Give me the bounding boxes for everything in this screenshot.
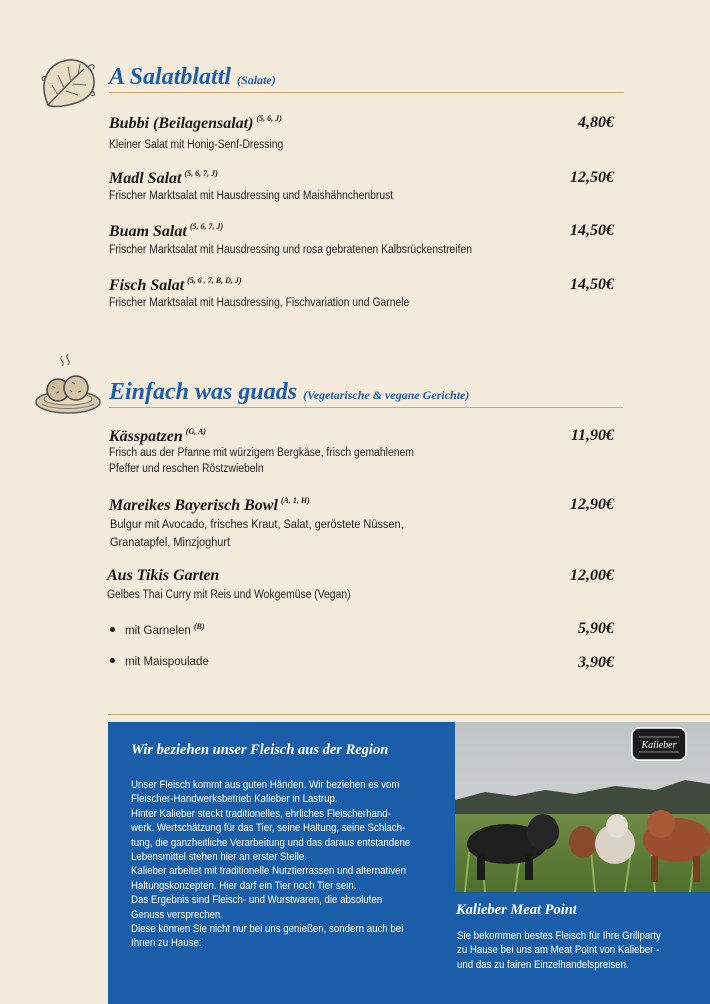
meat-box-text: [131, 778, 448, 951]
menu-item-price: 12,90€: [570, 496, 614, 513]
kalieber-logo: [631, 727, 687, 761]
allergen-codes: (5, 6, J): [256, 114, 282, 123]
allergen-codes: (5, 6, 7, J): [184, 169, 218, 178]
description-line: Pfeffer und reschen Röstzwiebeln: [109, 463, 264, 475]
text-line: zu Hause bei uns am Meat Point von Kalieber -: [457, 944, 660, 957]
text-line: tung, die ganzheitliche Verarbeitung und das daraus entstandene: [131, 836, 411, 849]
bullet-icon: [110, 658, 115, 663]
menu-item-price: 12,50€: [570, 169, 614, 186]
extra-label: mit Maispoulade: [125, 656, 209, 668]
allergen-codes: (5, 6 , 7, B, D, J): [187, 276, 242, 285]
bullet-icon: [110, 627, 115, 632]
allergen-codes: (A, 1, H): [280, 496, 310, 505]
section-divider: [109, 92, 623, 93]
text-line: Fleischer-Handwerksbetrieb Kalieber in Lastrup.: [131, 793, 338, 806]
menu-item-price: 4,80€: [578, 114, 614, 131]
text-line: Haltungskonzepten. Hier darf ein Tier noch Tier sein.: [131, 879, 357, 892]
section-title-text: A Salatblattl: [109, 64, 232, 90]
description-line: Granatapfel, Minzjoghurt: [110, 535, 231, 549]
menu-item-description: [109, 445, 514, 477]
svg-text:Kalieber: Kalieber: [641, 740, 677, 751]
menu-item-description: Frischer Marktsalat mit Hausdressing und Maishähnchenbrust: [109, 190, 394, 202]
text-line: Ihnen zu Hause:: [131, 937, 202, 950]
menu-item-price: 14,50€: [570, 276, 614, 293]
extra-price: 5,90€: [578, 620, 614, 637]
extra-label: mit Garnelen: [125, 624, 191, 637]
allergen-codes: (G, A): [185, 427, 206, 436]
allergen-codes: (B): [193, 622, 205, 631]
menu-item-name: Buam Salat $^{(5, 6, 7, J)}$: [109, 222, 224, 240]
description-line: Bulgur mit Avocado, frisches Kraut, Salat, geröstete Nüssen,: [110, 517, 404, 531]
text-line: werk. Wertschätzung für das Tier, seine Haltung, seine Schlach-: [131, 822, 406, 835]
extra-option: [110, 622, 205, 637]
section-subtitle: (Vegetarische & vegane Gerichte): [303, 388, 470, 402]
menu-item-description: Frischer Marktsalat mit Hausdressing und rosa gebratenen Kalbsrückenstreifen: [109, 244, 472, 256]
menu-item-description: [110, 515, 515, 551]
text-line: und das zu fairen Einzelhandelspreisen.: [457, 958, 629, 971]
menu-item-name: Mareikes Bayerisch Bowl $^{(A, 1, H)}$: [109, 496, 310, 514]
dumpling-plate-icon: [32, 352, 104, 418]
meat-point-title: Kalieber Meat Point: [456, 902, 577, 918]
section-title-text: Einfach was guads: [109, 379, 298, 405]
menu-item-name: Aus Tikis Garten: [107, 567, 220, 584]
extra-price: 3,90€: [578, 654, 614, 671]
menu-item-description: Frischer Marktsalat mit Hausdressing, Fischvariation und Garnele: [109, 297, 410, 309]
text-line: Sie bekommen bestes Fleisch für Ihre Grillparty: [457, 930, 661, 942]
text-line: Genuss versprechen.: [131, 908, 224, 921]
menu-item-price: 14,50€: [570, 222, 614, 239]
text-line: Diese können Sie nicht nur bei uns genießen, sondern auch bei: [131, 923, 404, 936]
menu-item-name: Kässpatzen $^{(G, A)}$: [109, 427, 206, 445]
text-line: Lebensmittel stehen hier an erster Stelle.: [131, 851, 307, 864]
menu-item-price: 12,00€: [570, 567, 614, 584]
meat-point-text: [457, 929, 695, 972]
section-subtitle: (Salate): [237, 73, 276, 87]
meat-box-title: Wir beziehen unser Fleisch aus der Region: [131, 742, 389, 758]
text-line: Kalieber arbeitet mit traditionelle Nutztierrassen und alternativen: [131, 865, 406, 878]
section-title-vegetarian: [109, 379, 469, 406]
text-line: Hinter Kalieber steckt traditionelles, ehrliches Fleischerhand-: [131, 807, 391, 820]
box-top-divider: [108, 714, 710, 715]
menu-item-description: Kleiner Salat mit Honig-Senf-Dressing: [109, 139, 284, 151]
lettuce-icon: [38, 55, 100, 113]
text-line: Unser Fleisch kommt aus guten Händen. Wir beziehen es vom: [131, 779, 400, 791]
section-title-salads: [109, 64, 276, 91]
allergen-codes: (5, 6, 7, J): [189, 222, 224, 231]
menu-item-name: Madl Salat $^{(5, 6, 7, J)}$: [109, 169, 218, 187]
menu-item-description: Gelbes Thai Curry mit Reis und Wokgemüse (Vegan): [107, 589, 351, 601]
extra-option: [110, 656, 209, 668]
menu-item-name: Bubbi (Beilagensalat) $^{(5, 6, J)}$: [109, 114, 282, 132]
description-line: Frisch aus der Pfanne mit würzigem Bergkäse, frisch gemahlenem: [109, 447, 414, 459]
menu-item-name: Fisch Salat $^{(5, 6 , 7, B, D, J)}$: [109, 276, 242, 294]
menu-item-price: 11,90€: [570, 427, 614, 444]
text-line: Das Ergebnis sind Fleisch- und Wurstwaren, die absoluten: [131, 894, 383, 907]
section-divider: [109, 407, 623, 408]
